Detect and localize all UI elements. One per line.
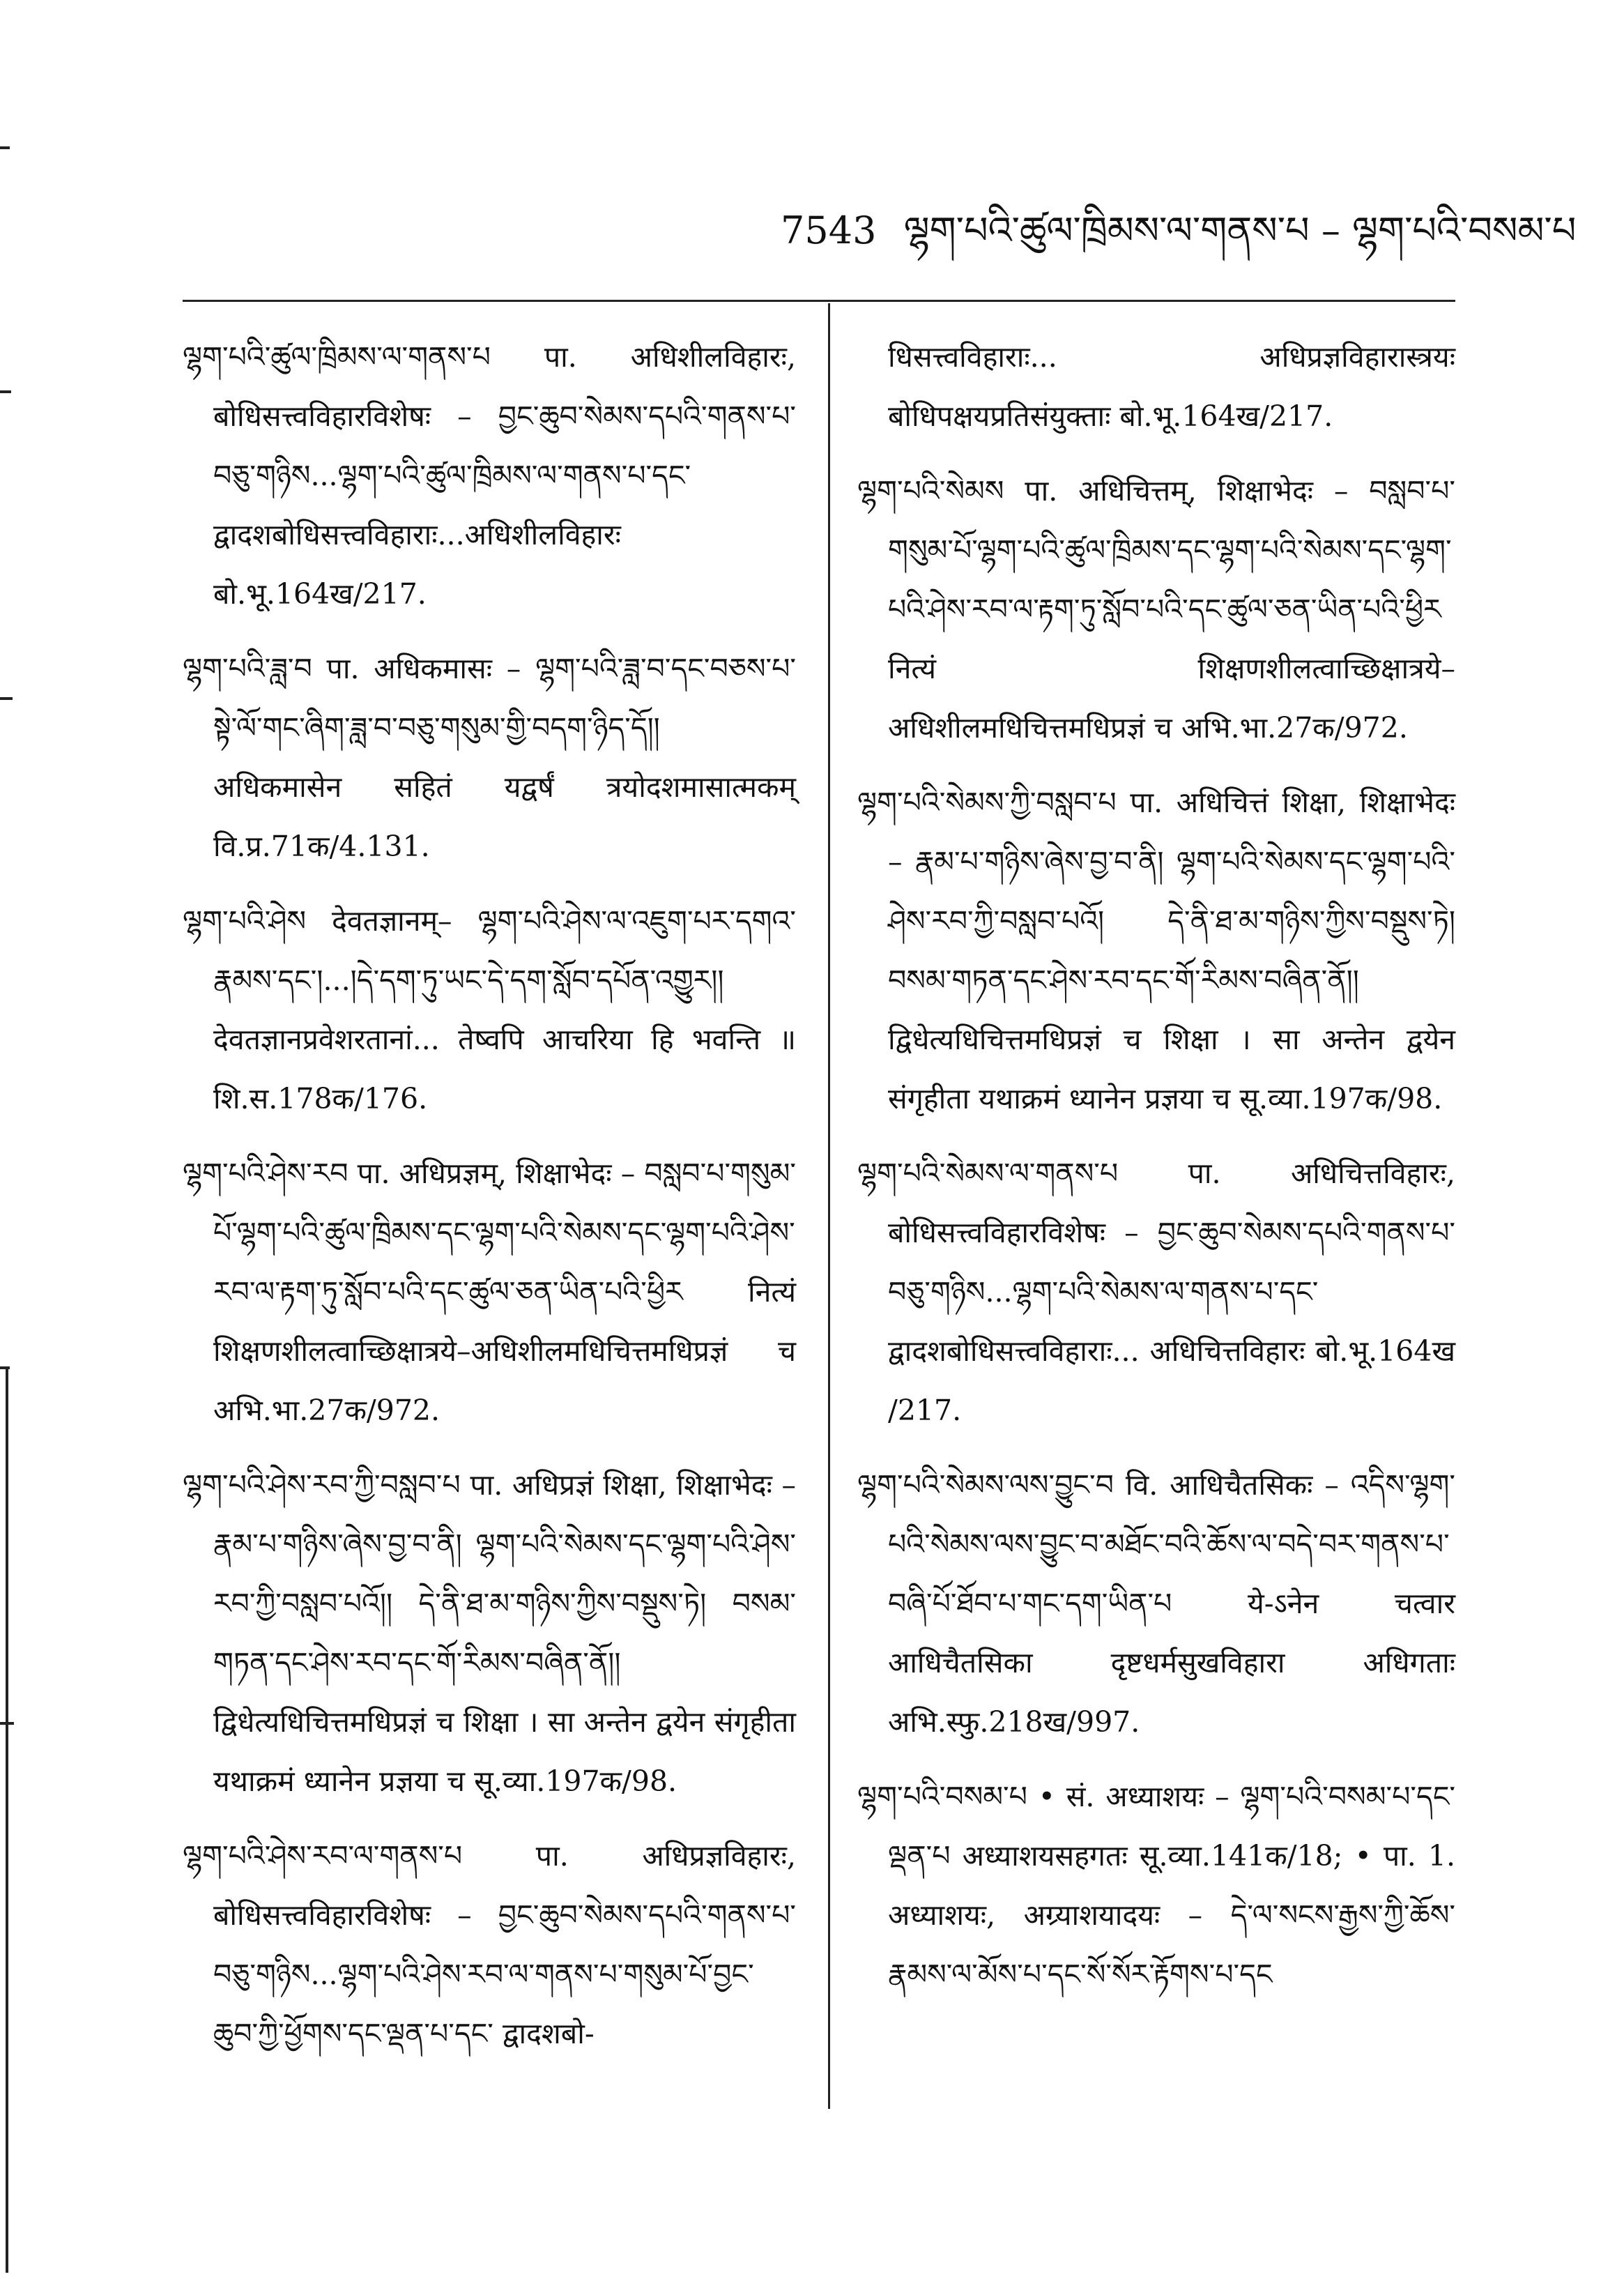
entry-body: पा. अधिप्रज्ञं शिक्षा, शिक्षाभेदः – རྣམ་པ་གཉིས་ཞེས་བྱ་བ་ནི། ལྷག་པའི་སེམས་དང་ལྷག་པའི་ཤེས་རབ་ཀྱི་བསླབ་པའོ།། དེ་ནི་ཐ་མ་གཉིས་ཀྱིས་བསྡུས་ཏེ། བསམ་གཏན་དང་ཤེས་རབ་དང་གོ་རིམས་བཞིན་ནོ།། द्विधेत्यधिचित्तमधिप्रज्ञं च शिक्षा । सा अन्तेन द्वयेन संगृहीता यथाक्रमं ध्यानेन प्रज्ञया च सू.व्या.197क/98. — [213, 1468, 796, 1798]
scan-edge-mark — [6, 1366, 8, 2273]
entry-headword: ལྷག་པའི་སེམས་ལས་བྱུང་བ — [857, 1468, 1114, 1502]
page-header — [781, 188, 1577, 294]
entry-headword: ལྷག་པའི་ཟླ་བ — [183, 652, 312, 685]
page-range: ལྷག་པའི་ཚུལ་ཁྲིམས་ལ་གནས་པ – ལྷག་པའི་བསམ་པ — [903, 208, 1577, 252]
entry-body: पा. अधिचित्तविहारः, बोधिसत्त्वविहारविशेषः – བྱང་ཆུབ་སེམས་དཔའི་གནས་པ་བཅུ་གཉིས...ལྷག་པའི་སེམས་ལ་གནས་པ་དང་ द्वादशबोधिसत्त्वविहाराः... अधिचित्तविहारः बो.भू.164ख /217. — [888, 1157, 1455, 1427]
entry-headword: ལྷག་པའི་ཤེས — [183, 904, 307, 938]
entry-body: देवतज्ञानम्– ལྷག་པའི་ཤེས་ལ་འཇུག་པར་དགའ་རྣམས་དང་།...།དེ་དག་ཏུ་ཡང་དེ་དག་སློབ་དཔོན་འགྱུར།། देवतज्ञानप्रवेशरतानां... तेष्वपि आचरिया हि भवन्ति ॥ शि.स.178क/176. — [213, 904, 796, 1115]
entry-headword: ལྷག་པའི་ཤེས་རབ་ལ་གནས་པ — [183, 1839, 463, 1873]
entry-body: • सं. अध्याशयः – ལྷག་པའི་བསམ་པ་དང་ལྡན་པ अध्याशयसहगतः सू.व्या.141क/18; • पा. 1. अध्याशयः, अग्र्याशयादयः – དེ་ལ་སངས་རྒྱས་ཀྱི་ཆོས་རྣམས་ལ་མོས་པ་དང་སོ་སོར་རྟོགས་པ་དང — [888, 1780, 1455, 1991]
dictionary-entry — [183, 1456, 796, 1811]
dictionary-entry — [857, 1456, 1455, 1752]
entry-headword: ལྷག་པའི་ཤེས་རབ — [183, 1157, 348, 1190]
entry-headword: ལྷག་པའི་བསམ་པ — [857, 1780, 1027, 1813]
entry-body: पा. अधिकमासः – ལྷག་པའི་ཟླ་བ་དང་བཅས་པ་སྟེ་ལོ་གང་ཞིག་ཟླ་བ་བཅུ་གསུམ་གྱི་བདག་ཉིད་དོ།། अधिकमासेन सहितं यद्वर्षं त्रयोदशमासात्मकम् वि.प्र.71क/4.131. — [213, 652, 796, 863]
entry-headword: ལྷག་པའི་སེམས — [857, 474, 1004, 508]
entry-headword: ལྷག་པའི་སེམས་ཀྱི་བསླབ་པ — [857, 786, 1117, 819]
column-divider — [828, 303, 830, 2109]
right-column — [857, 328, 1455, 2020]
entry-headword: ལྷག་པའི་ཚུལ་ཁྲིམས་ལ་གནས་པ — [183, 340, 491, 374]
dictionary-entry — [183, 892, 796, 1129]
entry-body: पा. अधिचित्तम्, शिक्षाभेदः – བསླབ་པ་གསུམ་པོ་ལྷག་པའི་ཚུལ་ཁྲིམས་དང་ལྷག་པའི་སེམས་དང་ལྷག་པའི་ཤེས་རབ་ལ་རྟག་ཏུ་སློབ་པའི་དང་ཚུལ་ཅན་ཡིན་པའི་ཕྱིར नित्यं शिक्षणशीलत्वाच्छिक्षात्रये–अधिशीलमधिचित्तमधिप्रज्ञं च अभि.भा.27क/972. — [888, 474, 1455, 745]
entry-body: वि. आधिचैतसिकः – འདིས་ལྷག་པའི་སེམས་ལས་བྱུང་བ་མཐོང་བའི་ཆོས་ལ་བདེ་བར་གནས་པ་བཞི་པོ་ཐོབ་པ་གང་དག་ཡིན་པ ये-ऽनेन चत्वार आधिचैतसिका दृष्टधर्मसुखविहारा अधिगताः अभि.स्फु.218ख/997. — [888, 1468, 1455, 1739]
dictionary-entry — [183, 1144, 796, 1440]
dictionary-entry — [183, 1827, 796, 2064]
scan-edge-mark — [0, 390, 11, 393]
scan-edge-mark — [0, 697, 13, 700]
dictionary-entry-continuation — [857, 328, 1455, 446]
entry-body: पा. अधिप्रज्ञम्, शिक्षाभेदः – བསླབ་པ་གསུམ་པོ་ལྷག་པའི་ཚུལ་ཁྲིམས་དང་ལྷག་པའི་སེམས་དང་ལྷག་པའི་ཤེས་རབ་ལ་རྟག་ཏུ་སློབ་པའི་དང་ཚུལ་ཅན་ཡིན་པའི་ཕྱིར नित्यं शिक्षणशीलत्वाच्छिक्षात्रये–अधिशीलमधिचित्तमधिप्रज्ञं च अभि.भा.27क/972. — [213, 1157, 796, 1427]
entry-body: पा. अधिचित्तं शिक्षा, शिक्षाभेदः – རྣམ་པ་གཉིས་ཞེས་བྱ་བ་ནི། ལྷག་པའི་སེམས་དང་ལྷག་པའི་ཤེས་རབ་ཀྱི་བསླབ་པའོ། དེ་ནི་ཐ་མ་གཉིས་ཀྱིས་བསྡུས་ཏེ། བསམ་གཏན་དང་ཤེས་རབ་དང་གོ་རིམས་བཞིན་ནོ།། द्विधेत्यधिचित्तमधिप्रज्ञं च शिक्षा । सा अन्तेन द्वयेन संगृहीता यथाक्रमं ध्यानेन प्रज्ञया च सू.व्या.197क/98. — [888, 786, 1455, 1115]
dictionary-entry — [857, 462, 1455, 758]
header-rule — [183, 300, 1455, 302]
dictionary-entry — [183, 328, 796, 624]
scan-edge-mark — [0, 1722, 14, 1725]
entry-body: पा. अधिशीलविहारः, बोधिसत्त्वविहारविशेषः – བྱང་ཆུབ་སེམས་དཔའི་གནས་པ་བཅུ་གཉིས...ལྷག་པའི་ཚུལ་ཁྲིམས་ལ་གནས་པ་དང་ द्वादशबोधिसत्त्वविहाराः...अधिशीलविहारः बो.भू.164ख/217. — [213, 340, 796, 611]
page-number: 7543 — [781, 208, 877, 252]
left-column — [183, 328, 796, 2079]
dictionary-entry — [183, 639, 796, 876]
scan-edge-mark — [0, 146, 10, 149]
entry-headword: ལྷག་པའི་ཤེས་རབ་ཀྱི་བསླབ་པ — [183, 1468, 461, 1502]
entry-body: धिसत्त्वविहाराः... अधिप्रज्ञविहारास्त्रयः बोधिपक्षयप्रतिसंयुक्ताः बो.भू.164ख/217. — [888, 340, 1455, 433]
entry-headword: ལྷག་པའི་སེམས་ལ་གནས་པ — [857, 1157, 1119, 1190]
dictionary-entry — [857, 1144, 1455, 1440]
dictionary-entry — [857, 773, 1455, 1129]
dictionary-entry — [857, 1767, 1455, 2004]
entry-body: पा. अधिप्रज्ञविहारः, बोधिसत्त्वविहारविशेषः – བྱང་ཆུབ་སེམས་དཔའི་གནས་པ་བཅུ་གཉིས...ལྷག་པའི་ཤེས་རབ་ལ་གནས་པ་གསུམ་པོ་བྱང་ཆུབ་ཀྱི་ཕྱོགས་དང་ལྡན་པ་དང་ द्वादशबो- — [213, 1839, 796, 2050]
